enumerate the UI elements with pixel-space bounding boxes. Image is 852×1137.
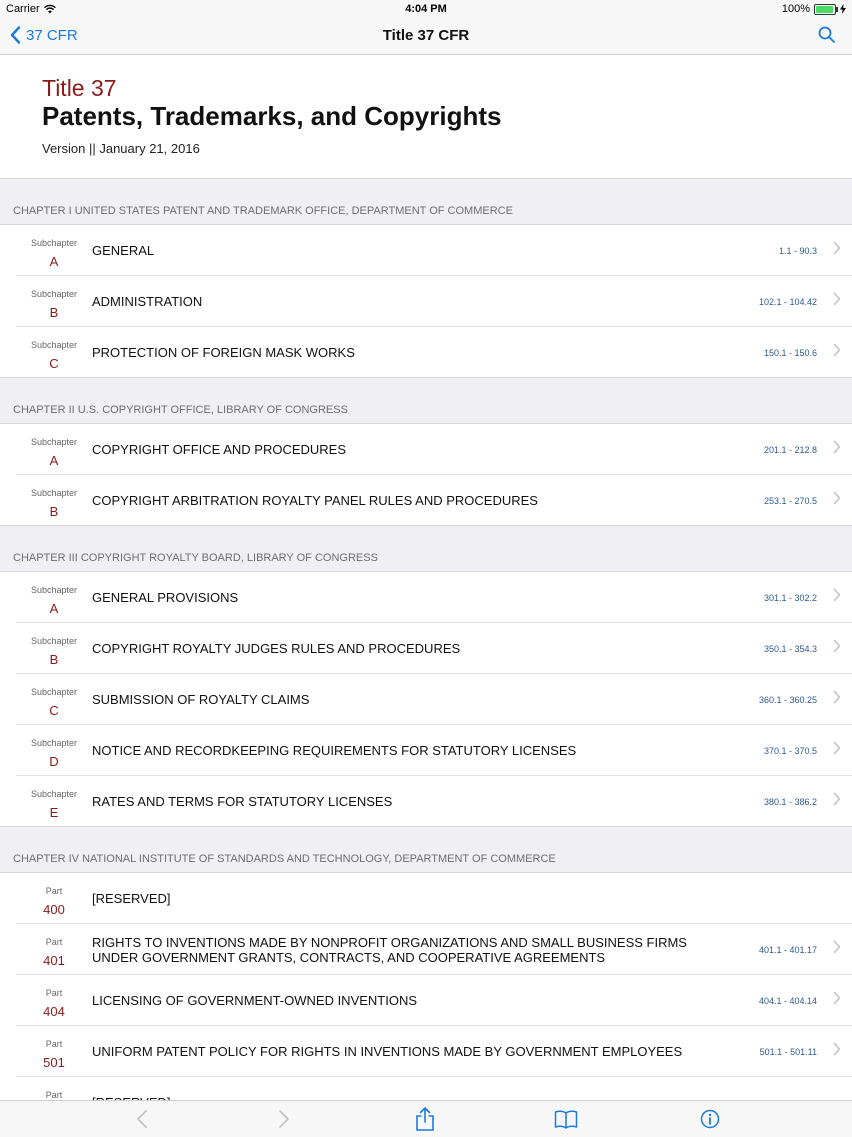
item-code: B <box>49 305 59 320</box>
item-label: COPYRIGHT ARBITRATION ROYALTY PANEL RULES AND PROCEDURES <box>92 493 538 508</box>
item-range: 1.1 - 90.3 <box>778 245 817 256</box>
item-code: 501 <box>43 1055 65 1070</box>
chevron-right-icon <box>833 343 841 357</box>
item-kind: Subchapter <box>30 687 78 697</box>
item-range: 201.1 - 212.8 <box>763 444 817 455</box>
item-code: 401 <box>43 953 65 968</box>
list-item[interactable] <box>0 225 852 276</box>
item-kind: Subchapter <box>30 585 78 595</box>
charging-bolt-icon <box>840 4 846 14</box>
item-code: A <box>49 254 59 269</box>
back-button-label: 37 CFR <box>26 26 78 44</box>
item-label: UNIFORM PATENT POLICY FOR RIGHTS IN INVENTIONS MADE BY GOVERNMENT EMPLOYEES <box>92 1044 683 1059</box>
chevron-right-icon <box>833 588 841 602</box>
list-item[interactable] <box>0 475 852 526</box>
list-item[interactable] <box>0 276 852 327</box>
item-label: COPYRIGHT ROYALTY JUDGES RULES AND PROCEDURES <box>92 641 461 656</box>
content-scroll[interactable] <box>0 55 852 1100</box>
item-kind: Subchapter <box>30 340 78 350</box>
item-range: 380.1 - 386.2 <box>763 796 817 807</box>
item-label: GENERAL <box>92 243 155 258</box>
item-label: RATES AND TERMS FOR STATUTORY LICENSES <box>92 794 393 809</box>
item-code: E <box>49 805 59 820</box>
item-code: 404 <box>43 1004 65 1019</box>
document-title: Title 37 <box>42 75 117 101</box>
forward-arrow-icon <box>278 1109 290 1129</box>
list-item[interactable] <box>0 924 852 975</box>
item-range: 370.1 - 370.5 <box>763 745 817 756</box>
nav-title: Title 37 CFR <box>382 27 470 44</box>
chapter-heading: CHAPTER IV NATIONAL INSTITUTE OF STANDARDS AND TECHNOLOGY, DEPARTMENT OF COMMERCE <box>13 853 556 865</box>
list-item[interactable] <box>0 776 852 827</box>
item-kind: Part <box>45 988 63 998</box>
chapter-header <box>0 378 852 424</box>
item-code: C <box>49 703 59 718</box>
item-label: PROTECTION OF FOREIGN MASK WORKS <box>92 345 355 360</box>
chevron-right-icon <box>833 440 841 454</box>
list-item[interactable] <box>0 725 852 776</box>
chevron-right-icon <box>833 241 841 255</box>
item-range: 404.1 - 404.14 <box>758 995 817 1006</box>
item-kind: Subchapter <box>30 238 78 248</box>
chevron-right-icon <box>833 792 841 806</box>
chapter-header <box>0 179 852 225</box>
item-code: B <box>49 652 59 667</box>
item-code: C <box>49 356 59 371</box>
navigation-bar <box>0 18 852 55</box>
item-kind: Subchapter <box>30 738 78 748</box>
chapter-heading: CHAPTER III COPYRIGHT ROYALTY BOARD, LIBRARY OF CONGRESS <box>13 552 378 564</box>
chevron-right-icon <box>833 639 841 653</box>
item-kind: Part <box>45 1039 63 1049</box>
item-label: ADMINISTRATION <box>92 294 203 309</box>
chevron-right-icon <box>833 741 841 755</box>
item-kind: Subchapter <box>30 289 78 299</box>
item-label: SUBMISSION OF ROYALTY CLAIMS <box>92 692 310 707</box>
chevron-right-icon <box>833 991 841 1005</box>
chapter-header <box>0 526 852 572</box>
item-range: 253.1 - 270.5 <box>763 495 817 506</box>
list-item[interactable] <box>0 424 852 475</box>
item-range: 501.1 - 501.11 <box>759 1046 817 1057</box>
item-kind: Part <box>45 937 63 947</box>
item-code: A <box>49 453 59 468</box>
share-icon <box>415 1107 435 1131</box>
forward-arrow-button[interactable] <box>272 1108 296 1130</box>
item-range: 401.1 - 401.17 <box>758 944 817 955</box>
item-range: 150.1 - 150.6 <box>763 347 817 358</box>
item-kind: Part <box>45 886 63 896</box>
chevron-right-icon <box>833 292 841 306</box>
item-kind: Subchapter <box>30 789 78 799</box>
chevron-right-icon <box>833 690 841 704</box>
item-code: A <box>49 601 59 616</box>
status-time: 4:04 PM <box>405 3 447 15</box>
bookmarks-icon <box>554 1109 578 1129</box>
item-label: GENERAL PROVISIONS <box>92 590 239 605</box>
item-range: 102.1 - 104.42 <box>758 296 817 307</box>
chapter-heading: CHAPTER II U.S. COPYRIGHT OFFICE, LIBRARY OF CONGRESS <box>13 404 348 416</box>
item-label: LICENSING OF GOVERNMENT-OWNED INVENTIONS <box>92 993 418 1008</box>
item-label: [RESERVED] <box>92 891 171 906</box>
chapter-heading: CHAPTER I UNITED STATES PATENT AND TRADEMARK OFFICE, DEPARTMENT OF COMMERCE <box>13 205 513 217</box>
list-item[interactable] <box>0 873 852 924</box>
chapter-header <box>0 827 852 873</box>
document-version: Version || January 21, 2016 <box>42 141 200 156</box>
item-range: 350.1 - 354.3 <box>763 643 817 654</box>
item-code: D <box>49 754 59 769</box>
search-button[interactable] <box>818 26 836 49</box>
item-code: B <box>49 504 59 519</box>
battery-icon <box>814 4 836 15</box>
status-right <box>782 3 846 15</box>
item-range: 360.1 - 360.25 <box>758 694 817 705</box>
share-button[interactable] <box>413 1108 437 1130</box>
carrier-label: Carrier <box>6 3 40 15</box>
item-range: 301.1 - 302.2 <box>763 592 817 603</box>
document-subtitle: Patents, Trademarks, and Copyrights <box>42 101 502 131</box>
list-item[interactable] <box>0 1026 852 1077</box>
battery-percent: 100% <box>781 3 810 15</box>
back-arrow-button[interactable] <box>130 1108 154 1130</box>
list-item[interactable] <box>0 572 852 623</box>
item-kind: Subchapter <box>30 437 78 447</box>
info-icon <box>700 1109 720 1129</box>
info-button[interactable] <box>698 1108 722 1130</box>
chevron-right-icon <box>833 491 841 505</box>
item-kind: Part <box>45 1090 63 1100</box>
item-code: 400 <box>43 902 65 917</box>
list-item[interactable] <box>0 327 852 378</box>
item-label: NOTICE AND RECORDKEEPING REQUIREMENTS FOR STATUTORY LICENSES <box>92 743 577 758</box>
item-kind: Subchapter <box>30 636 78 646</box>
back-arrow-icon <box>136 1109 148 1129</box>
search-icon <box>818 26 836 44</box>
status-bar <box>0 0 852 18</box>
bottom-toolbar <box>0 1100 852 1137</box>
document-header <box>0 55 852 179</box>
chevron-right-icon <box>833 1042 841 1056</box>
item-label: COPYRIGHT OFFICE AND PROCEDURES <box>92 442 347 457</box>
list-item[interactable] <box>0 674 852 725</box>
chapter-list <box>0 179 852 1128</box>
item-label: RIGHTS TO INVENTIONS MADE BY NONPROFIT ORGANIZATIONS AND SMALL BUSINESS FIRMS UNDER GOVERNMENT GRANTS, CONTRACTS, AND COOPERATIVE AGREEMENTS <box>92 934 687 965</box>
bookmarks-button[interactable] <box>554 1108 578 1130</box>
item-kind: Subchapter <box>30 488 78 498</box>
list-item[interactable] <box>0 623 852 674</box>
list-item[interactable] <box>0 975 852 1026</box>
chevron-right-icon <box>833 940 841 954</box>
